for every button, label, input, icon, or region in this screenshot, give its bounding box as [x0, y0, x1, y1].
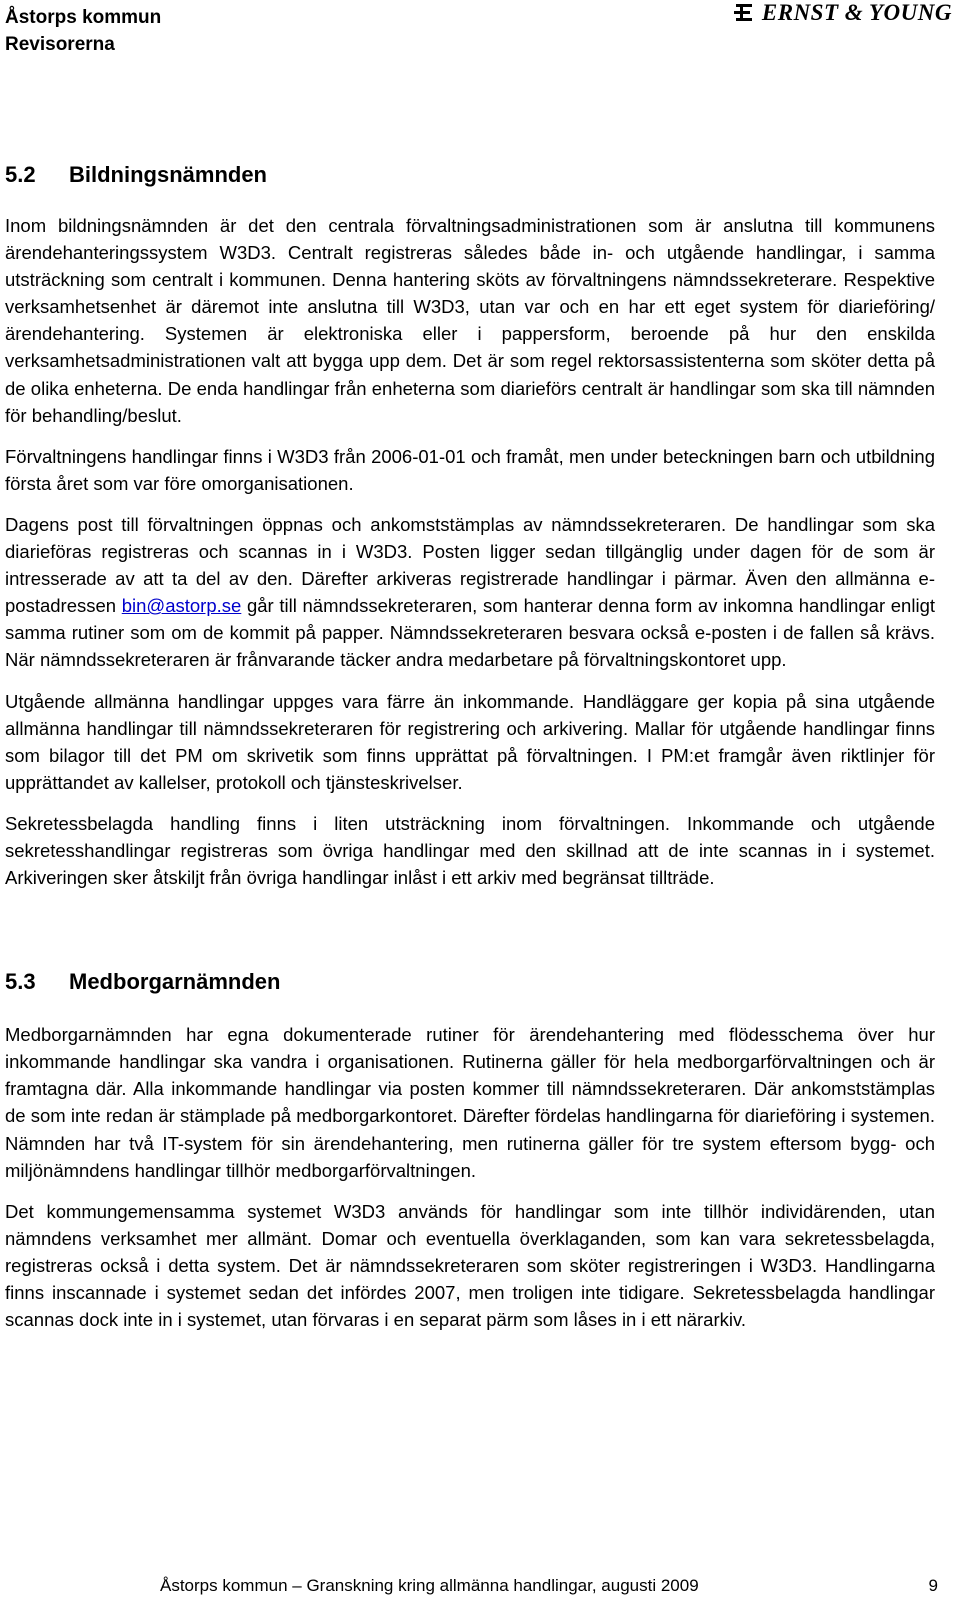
- footer-text: Åstorps kommun – Granskning kring allmänna handlingar, augusti 2009: [160, 1576, 699, 1595]
- page-header: [5, 4, 161, 58]
- header-org: Åstorps kommun: [5, 7, 162, 28]
- email-link[interactable]: bin@astorp.se: [121, 595, 242, 617]
- section-5-3-heading: [5, 967, 935, 997]
- paragraph: Sekretessbelagda handling finns i liten utsträckning inom förvaltningen. Inkommande och utgående sekretesshandlingar registreras som övriga handlingar med den skillnad att de inte scannas in i systemet. Arkiveringen sker åtskiljt från övriga handlingar inlåst i ett arkiv med begränsat tillträde.: [5, 812, 935, 889]
- section-number: 5.2: [5, 162, 36, 187]
- logo-text: ERNST & YOUNG: [761, 0, 952, 25]
- section-title: Medborgarnämnden: [69, 969, 281, 995]
- paragraph: Utgående allmänna handlingar uppges vara färre än inkommande. Handläggare ger kopia på sina utgående allmänna handlingar till nämndssekreteraren för registrering och arkivering. Mallar för utgående handlingar finns som bilagor till det PM om skrivetik som finns upprättat på förvaltningen. I PM:et framgår även riktlinjer för upprättandet av kallelser, protokoll och tjänsteskrivelser.: [5, 690, 935, 793]
- ey-logo-icon: [734, 3, 756, 23]
- ernst-young-logo: [734, 0, 952, 26]
- document-body: [5, 160, 935, 1333]
- paragraph: Det kommungemensamma systemet W3D3 används för handlingar som inte tillhör individärenden, utan nämndens verksamhet mer allmänt. Domar och eventuella överklaganden, som kan vara sekretessbelagda, registreras också i detta system. Det är nämndssekreteraren som sköter registreringen i W3D3. Handlingarna finns inscannade i systemet sedan det infördes 2007, men troligen inte tidigare. Sekretessbelagda handlingar scannas dock inte in i systemet, utan förvaras i en separat pärm som låses in i ett närarkiv.: [5, 1200, 935, 1331]
- section-5-2-heading: [5, 160, 935, 190]
- page-number: 9: [928, 1576, 938, 1595]
- header-dept: Revisorerna: [5, 34, 115, 55]
- paragraph: Dagens post till förvaltningen öppnas och ankomststämplas av nämndssekreteraren. De handlingar som ska diarieföras registreras och scannas in i W3D3. Posten ligger sedan tillgänglig under dagen för de som är intresserade av att ta del av den. Därefter arkiveras registrerade handlingar i pärmar. Även den allmänna e-postadressen bin@astorp.se går till nämndssekreteraren, som hanterar denna form av inkomna handlingar enligt samma rutiner som om de kommit på papper. Nämndssekreteraren besvara också e-posten i de fallen så krävs. När nämndssekreteraren är frånvarande täcker andra medarbetare på förvaltningskontoret upp.: [5, 513, 935, 671]
- paragraph: Medborgarnämnden har egna dokumenterade rutiner för ärendehantering med flödesschema över hur inkommande handlingar ska vandra i organisationen. Rutinerna gäller för hela medborgarförvaltningen och är framtagna där. Alla inkommande handlingar via posten kommer till nämndssekreteraren. Där ankomststämplas de som inte redan är stämplade på medborgarkontoret. Därefter fördelas handlingarna för diarieföring i systemen. Nämnden har två IT-system för sin ärendehantering, men rutinerna gäller för tre system eftersom bygg- och miljönämndens handlingar tillhör medborgarförvaltningen.: [5, 1024, 935, 1181]
- paragraph: Inom bildningsnämnden är det den centrala förvaltningsadministrationen som är anslutna till kommunens ärendehanteringssystem W3D3. Centralt registreras således både in- och utgående handlingar, i samma utsträckning som centralt i kommunen. Denna hantering sköts av förvaltningens nämndssekreterare. Respektive verksamhetsenhet är däremot inte anslutna till W3D3, utan var och en har ett eget system för diarieföring/ärendehantering. Systemen är elektroniska eller i pappersform, beroende på hur den enskilda verksamhetsadministrationen valt att bygga upp dem. Det är som regel rektorsassistenterna som sköter detta på de olika enheterna. De enda handlingar från enheterna som diarieförs centralt är handlingar som ska till nämnden för behandling/beslut.: [5, 215, 935, 426]
- section-title: Bildningsnämnden: [69, 162, 267, 187]
- section-number: 5.3: [5, 969, 36, 995]
- paragraph: Förvaltningens handlingar finns i W3D3 från 2006-01-01 och framåt, men under beteckningen barn och utbildning första året som var före omorganisationen.: [5, 445, 935, 494]
